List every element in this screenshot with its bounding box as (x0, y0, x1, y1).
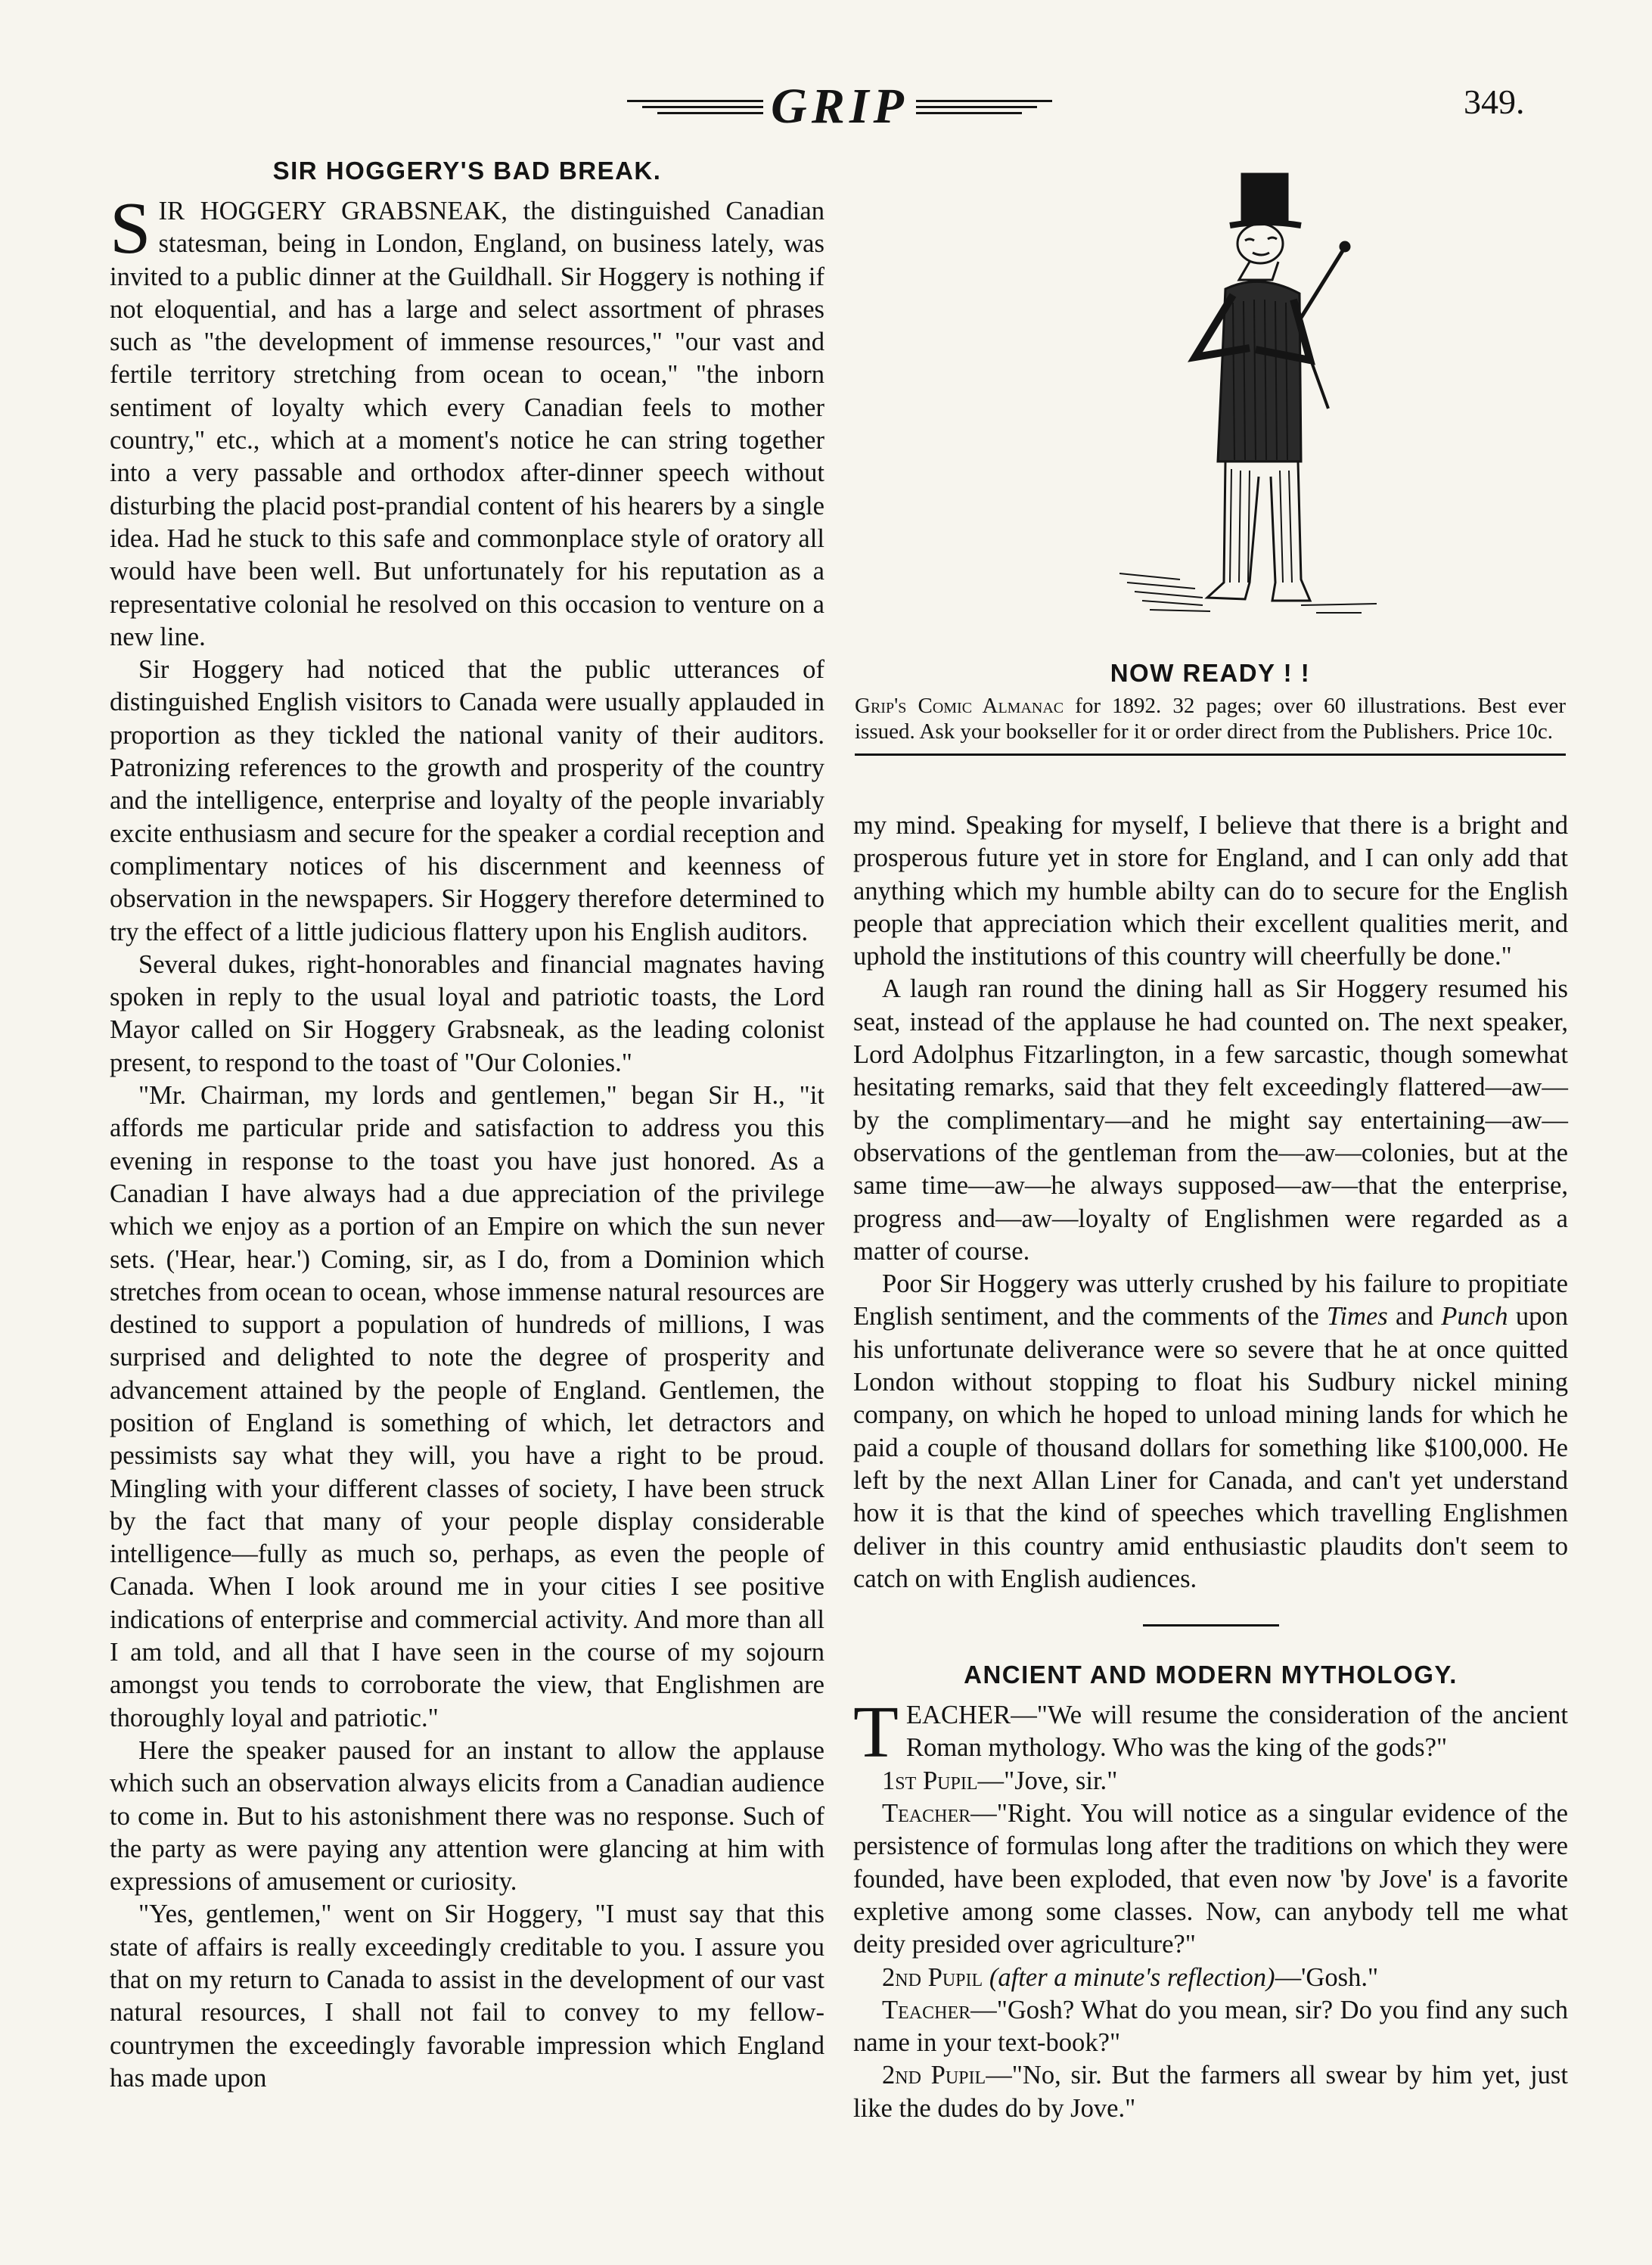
article-paragraph: A laugh ran round the dining hall as Sir Hoggery resumed his seat, instead of the applause he had counted on. The next speaker, Lord Adolphus Fitzarlington, in a few sarcastic, though somewhat hesitating remarks, said that they felt exceedingly flattered—aw—by the complimentary—and he might say entertaining—aw—observations of the gentleman from the—aw—colonies, but at the same time—aw—he always supposed—aw—that the enterprise, progress and—aw—loyalty of Englishmen were regarded as a matter of course. (853, 974, 1568, 1266)
gentleman-illustration (1074, 159, 1407, 643)
page-header (0, 73, 1652, 141)
article-sir-hoggery (110, 154, 824, 2095)
almanac-notice (855, 657, 1566, 756)
dialog-line: 2nd Pupil—"No, sir. But the farmers all swear by him yet, just like the dudes do by Jove." (853, 2061, 1568, 2123)
article-title: SIR HOGGERY'S BAD BREAK. (272, 157, 662, 185)
masthead (598, 73, 1082, 141)
times-title: Times (1327, 1302, 1388, 1331)
dialog-line: 2nd Pupil (after a minute's reflection)—'Gosh." (882, 1962, 1379, 1992)
masthead-right-rule (916, 100, 1052, 114)
top-hat-gentleman-drawing (1074, 159, 1407, 643)
article-continuation (853, 809, 1568, 2125)
drop-cap: S (110, 188, 151, 269)
drop-cap: T (853, 1692, 899, 1774)
article-paragraph: Poor Sir Hoggery was utterly crushed by his failure to propitiate English sentiment, and the comments of the Times and Punch upon his unfortunate deliverance were so severe that he at once quitted London without stopping to float his Sudbury nickel mining company, on which he hoped to unload mining lands for which he paid a couple of thousand dollars for something like $100,000. He left by the next Allan Liner for Canada, and can't yet understand how it is that the kind of speeches which travelling Englishmen deliver in this country amid enthusiastic plaudits don't seem to catch on with English audiences. (853, 1269, 1568, 1593)
dialog-line: Teacher—"Right. You will notice as a singular evidence of the persistence of formulas long after the traditions on which they were founded, have been exploded, that even now 'by Jove' is a favorite expletive among some classes. Now, can anybody tell me what deity presided over agriculture?" (853, 1799, 1568, 1959)
article-paragraph: Sir Hoggery had noticed that the public utterances of distinguished English visitors to Canada were usually applauded in proportion as they tickled the national vanity of their auditors. Patronizing references to the growth and prosperity of the country and the intelligence, enterprise and loyalty of the people invariably excite enthusiasm and secure for the speaker a cordial reception and complimentary notices of his discernment and keenness of observation in the newspapers. Sir Hoggery therefore determined to try the effect of a little judicious flattery upon his English auditors. (110, 655, 824, 946)
notice-title: NOW READY ! ! (1110, 659, 1311, 687)
dialog-line: TEACHER—"We will resume the consideration of the ancient Roman mythology. Who was the king of the gods?" (853, 1692, 1568, 1774)
divider (855, 753, 1566, 756)
article-paragraph: Here the speaker paused for an instant to allow the applause which such an observation always elicits from a Canadian audience to come in. But to his astonishment there was no response. Such of the party as were paying any attention were glancing at him with expressions of amusement or curiosity. (110, 1735, 824, 1897)
notice-text: Grip's Comic Almanac for 1892. 32 pages; over 60 illustrations. Best ever issued. Ask your bookseller for it or order direct from the Publishers. Price 10c. (855, 694, 1566, 744)
page-number: 349. (1464, 82, 1525, 121)
dialog-line: 1st Pupil—"Jove, sir." (882, 1766, 1118, 1795)
article-title: ANCIENT AND MODERN MYTHOLOGY. (964, 1661, 1458, 1689)
dialog-line: Teacher—"Gosh? What do you mean, sir? Do you find any such name in your text-book?" (853, 1995, 1568, 2058)
article-paragraph: "Yes, gentlemen," went on Sir Hoggery, "I must say that this state of affairs is really exceedingly creditable to you. I assure you that on my return to Canada to assist in the development of our vast natural resources, I shall not fail to convey to my fellow-countrymen the exceedingly favorable impression which England has made upon (110, 1900, 824, 2093)
article-paragraph: "Mr. Chairman, my lords and gentlemen," began Sir H., "it affords me particular pride and satisfaction to address you this evening in response to the toast you have just honored. As a Canadian I have always had a due appreciation of the privilege which we enjoy as a portion of an Empire on which the sun never sets. ('Hear, hear.') Coming, sir, as I do, from a Dominion which stretches from ocean to ocean, whose immense natural resources are destined to support a population of hundreds of millions, I was surprised and delighted to note the degree of prosperity and advancement attained by the people of England. Gentlemen, the position of England is something of which, let detractors and pessimists say what they will, you have a right to be proud. Mingling with your different classes of society, I have been struck by the fact that many of your people display considerable intelligence—fully as much so, perhaps, as even the people of Canada. When I look around me in your cities I see positive indications of enterprise and commercial activity. And more than all I am told, and all that I have seen in the course of my sojourn amongst you tends to corroborate the view, that Englishmen are thoroughly loyal and patriotic." (110, 1081, 824, 1732)
almanac-name: Grip's Comic Almanac (855, 694, 1064, 718)
article-paragraph: SIR HOGGERY GRABSNEAK, the distinguished Canadian statesman, being in London, England, on business lately, was invited to a public dinner at the Guildhall. Sir Hoggery is nothing if not eloquential, and has a large and select assortment of phrases such as "the development of immense resources," "our vast and fertile territory stretching from ocean to ocean," "the inborn sentiment of loyalty which every Canadian feels to mother country," etc., which at a moment's notice he can string together into a very passable and orthodox after-dinner speech without disturbing the placid post-prandial content of his hearers by a single idea. Had he stuck to this safe and commonplace style of oratory all would have been well. But unfortunately for his reputation as a representative colonial he resolved on this occasion to venture on a new line. (110, 188, 824, 651)
masthead-title: GRIP (771, 79, 908, 134)
divider (1143, 1624, 1279, 1627)
masthead-left-rule (627, 100, 763, 114)
article-paragraph: my mind. Speaking for myself, I believe that there is a bright and prosperous future yet in store for England, and I can only add that anything which my humble abilty can do to secure for the English people that appreciation which their excellent qualities merit, and uphold the institutions of this country will cheerfully be done." (853, 811, 1568, 971)
punch-title: Punch (1441, 1302, 1508, 1331)
article-paragraph: Several dukes, right-honorables and financial magnates having spoken in reply to the usual loyal and patriotic toasts, the Lord Mayor called on Sir Hoggery Grabsneak, as the leading colonist present, to respond to the toast of "Our Colonies." (110, 949, 824, 1077)
